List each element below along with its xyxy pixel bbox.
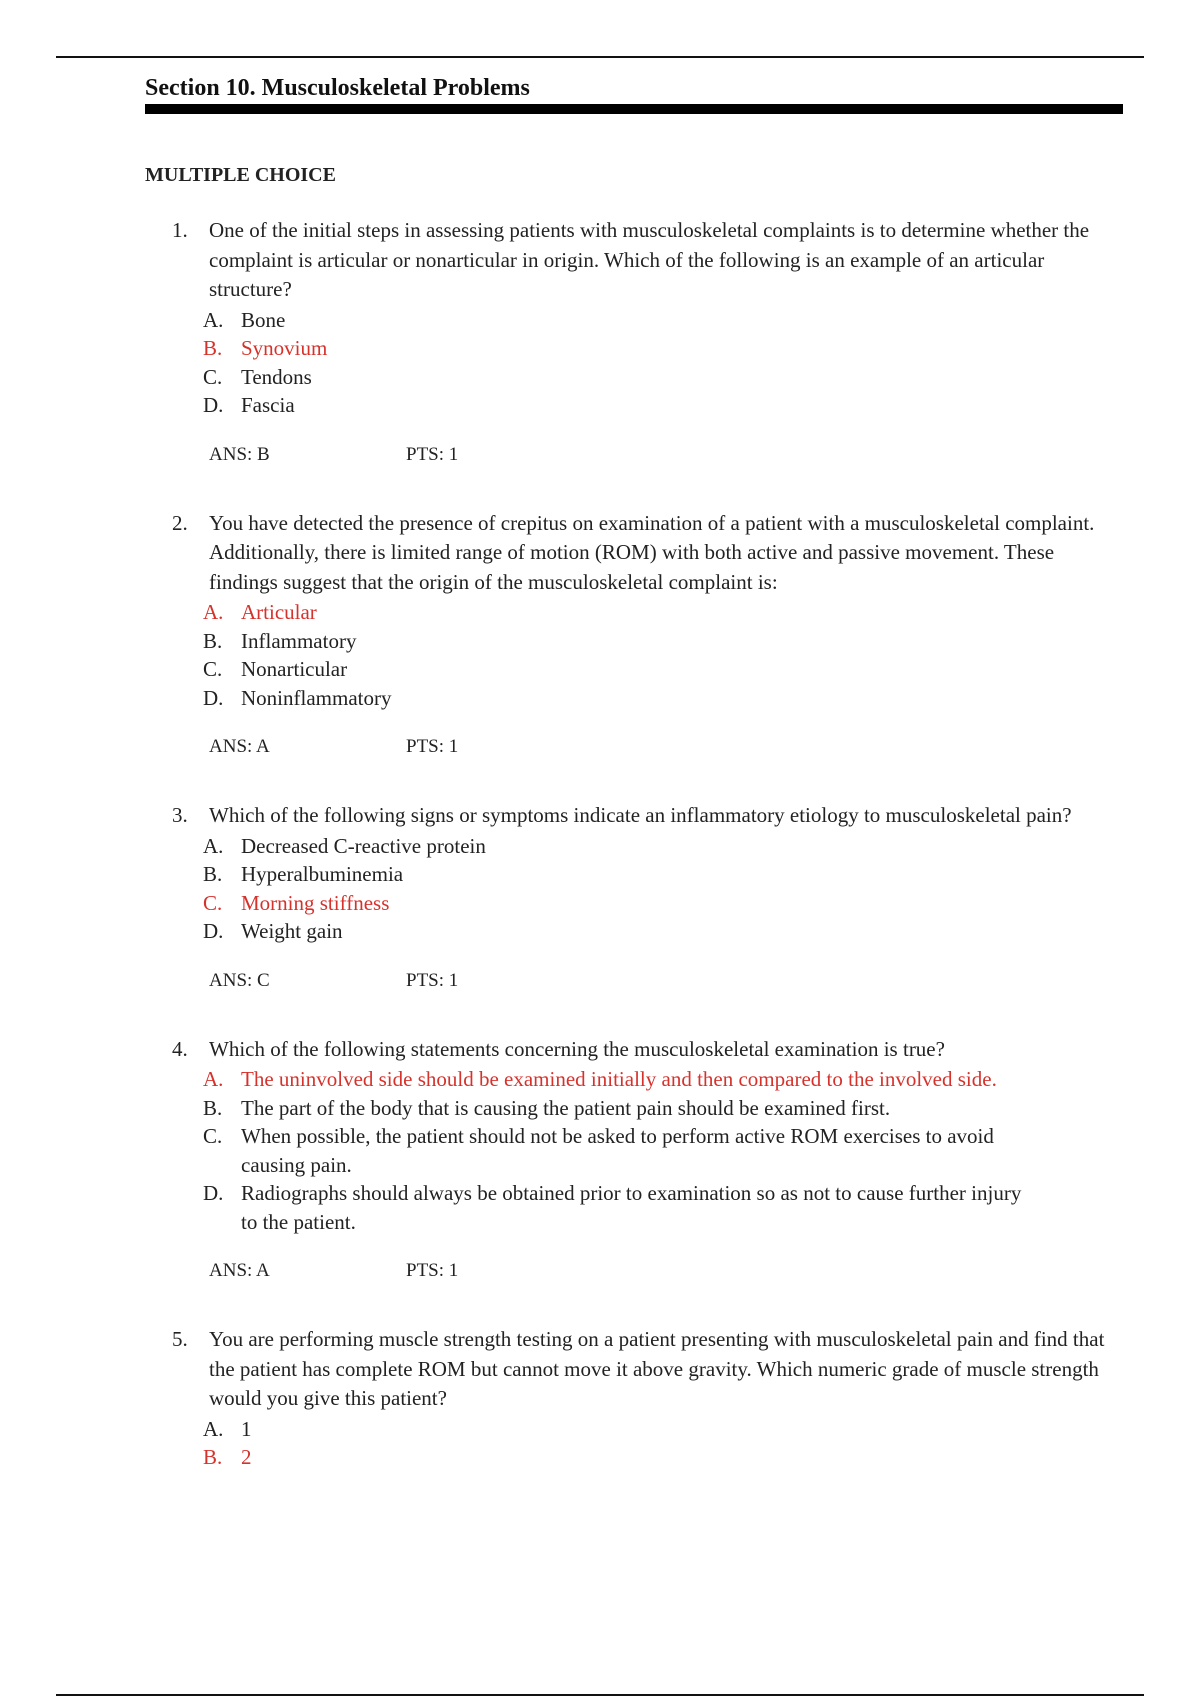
choice-text: The part of the body that is causing the patient pain should be examined first. [241,1095,891,1120]
choice-letter: A. [203,600,224,624]
choice-list [0,832,1200,946]
question-number: 1. [172,218,188,242]
choice-text: 1 [241,1416,252,1441]
choice-letter: B. [203,1095,223,1120]
question-stem: You are performing muscle strength testing on a patient presenting with musculoskeletal pain and find that the patient has complete ROM but cannot move it above gravity. Which numeric grade of muscle strength would you give this patient? [209,1327,1105,1410]
choice-letter: C. [203,657,223,681]
question-4 [0,1035,1200,1286]
choice-b [203,627,1041,656]
choice-d [203,917,1041,946]
bottom-rule [56,1694,1144,1696]
section-title-bar [145,104,1123,114]
choice-text: Inflammatory [241,628,357,653]
top-rule [56,56,1144,58]
choice-letter: A. [203,833,224,858]
choice-text: Fascia [241,393,295,417]
question-number: 4. [172,1036,188,1061]
choice-letter: B. [203,1445,223,1469]
choice-list [0,1065,1200,1236]
answer-key: ANS: A [209,1260,270,1281]
choice-letter: D. [203,393,224,417]
choice-text: Articular [241,600,317,624]
question-1 [0,216,1200,469]
choice-list [0,1415,1200,1472]
choice-text: The uninvolved side should be examined initially and then compared to the involved side. [241,1067,997,1091]
choice-letter: B. [203,862,223,886]
choice-text: Morning stiffness [241,890,390,915]
choice-c [203,363,1041,392]
points: PTS: 1 [406,736,459,757]
choice-c [203,1122,1041,1179]
answer-key: ANS: C [209,969,270,991]
question-list [0,216,1200,1512]
answer-row [209,733,1200,761]
choice-text: Tendons [241,364,312,389]
choice-list [0,306,1200,420]
choice-text: Noninflammatory [241,685,392,710]
choice-text: Decreased C-reactive protein [241,833,486,858]
section-title: Section 10. Musculoskeletal Problems [145,75,530,101]
answer-key: ANS: B [209,443,270,465]
question-stem: You have detected the presence of crepitus on examination of a patient with a musculoskeletal complaint. Additionally, there is limited range of motion (ROM) with both active and passive movement. These findings suggest that the origin of the musculoskeletal complaint is: [209,510,1095,594]
multiple-choice-heading: MULTIPLE CHOICE [145,164,336,186]
answer-row [209,967,1200,995]
choice-a [203,832,1041,861]
choice-text: 2 [241,1445,252,1469]
choice-letter: D. [203,685,224,710]
choice-b-correct [203,334,1041,363]
choice-letter: C. [203,1124,223,1148]
question-stem: Which of the following statements concerning the musculoskeletal examination is true? [209,1036,945,1061]
choice-letter: C. [203,364,223,389]
question-3 [0,801,1200,995]
choice-a-correct [203,1065,1041,1094]
choice-a [203,1415,1041,1444]
choice-letter: D. [203,919,224,943]
choice-text: Nonarticular [241,657,348,681]
question-2 [0,509,1200,762]
choice-letter: A. [203,307,224,332]
question-number: 3. [172,803,188,827]
choice-letter: A. [203,1416,224,1441]
points: PTS: 1 [406,1260,459,1281]
choice-text: Synovium [241,336,328,360]
points: PTS: 1 [406,969,459,991]
question-stem: One of the initial steps in assessing patients with musculoskeletal complaints is to determine whether the complaint is articular or nonarticular in origin. Which of the following is an example of an articular structure? [209,218,1090,301]
choice-a-correct [203,598,1041,627]
answer-key: ANS: A [209,736,270,757]
choice-text: Radiographs should always be obtained prior to examination so as not to cause further injury to the patient. [241,1181,1022,1234]
choice-letter: A. [203,1067,224,1091]
choice-d [203,391,1041,420]
choice-text: Weight gain [241,919,343,943]
choice-b [203,1094,1041,1123]
question-number: 2. [172,510,188,535]
choice-d [203,684,1041,713]
choice-text: Hyperalbuminemia [241,862,404,886]
choice-text: Bone [241,307,286,332]
question-stem: Which of the following signs or symptoms indicate an inflammatory etiology to musculoskeletal pain? [209,803,1072,827]
choice-list [0,598,1200,712]
choice-d [203,1179,1041,1236]
answer-row [209,1257,1200,1285]
choice-b [203,860,1041,889]
choice-letter: C. [203,890,223,915]
choice-c-correct [203,889,1041,918]
answer-row [209,441,1200,469]
question-5 [0,1325,1200,1472]
choice-text: When possible, the patient should not be asked to perform active ROM exercises to avoid causing pain. [241,1124,994,1177]
points: PTS: 1 [406,443,459,465]
choice-letter: B. [203,628,223,653]
question-number: 5. [172,1327,188,1351]
choice-c [203,655,1041,684]
choice-a [203,306,1041,335]
choice-b-correct [203,1443,1041,1472]
choice-letter: D. [203,1181,224,1205]
choice-letter: B. [203,336,223,360]
